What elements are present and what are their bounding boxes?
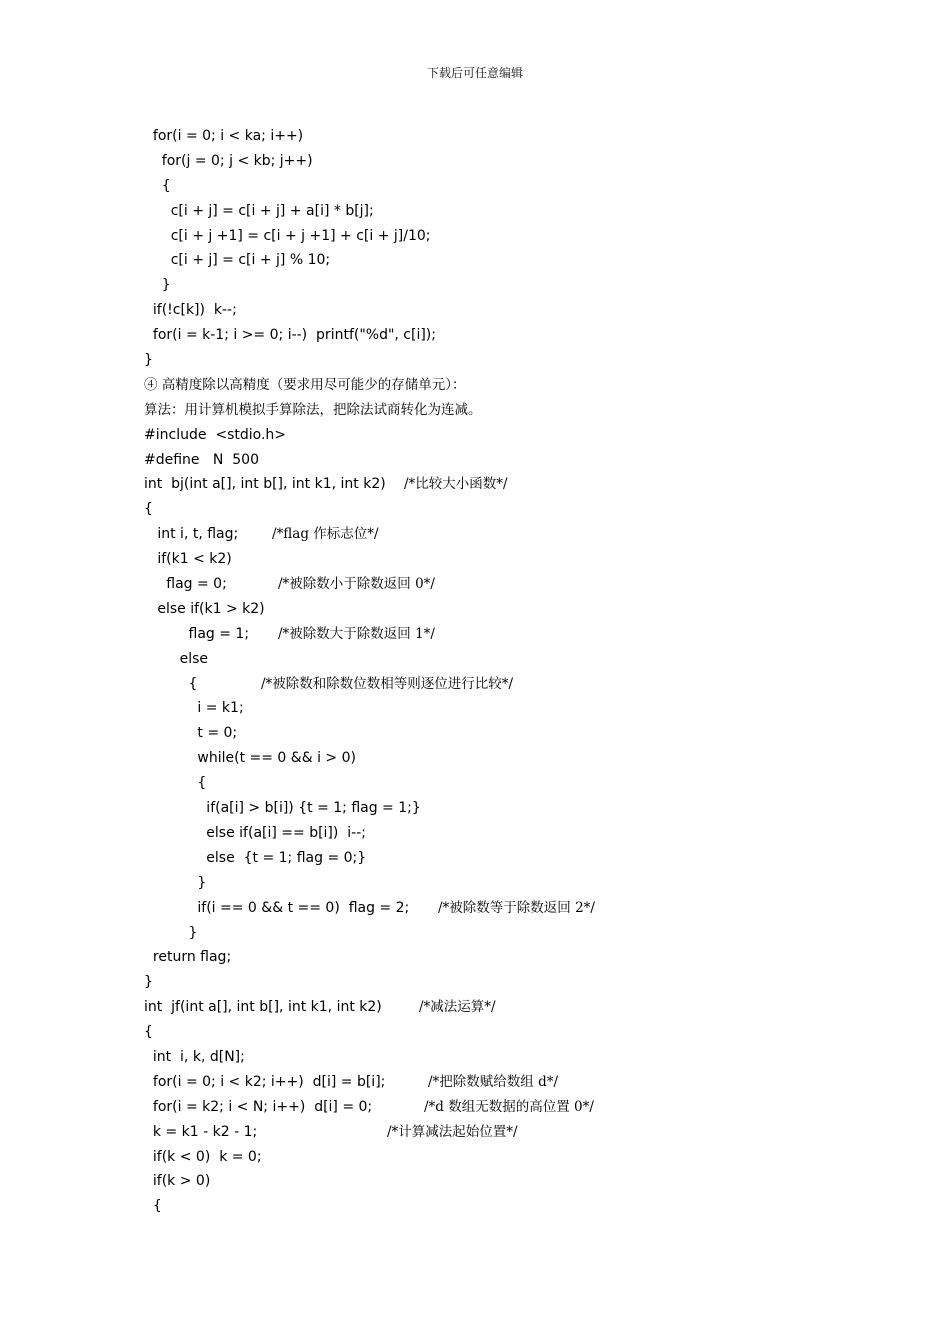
- code-line: [144, 970, 844, 995]
- code-comment: /*被除数等于除数返回 2*/: [438, 899, 595, 916]
- code-line: [144, 174, 844, 199]
- code-line: [144, 647, 844, 672]
- code-line: [144, 1194, 844, 1219]
- code-line: [144, 199, 844, 224]
- code-text: if(i == 0 && t == 0) flag = 2;: [144, 899, 410, 916]
- text-line: [144, 398, 844, 423]
- code-text: {: [144, 501, 153, 518]
- page-header: 下载后可任意编辑: [426, 66, 523, 80]
- code-comment: /*计算减法起始位置*/: [387, 1123, 518, 1140]
- code-text: }: [144, 924, 198, 941]
- code-text: int i, t, flag;: [144, 526, 239, 543]
- code-text: else if(a[i] == b[i]) i--;: [144, 824, 366, 841]
- code-line: [144, 423, 844, 448]
- code-line: [144, 224, 844, 249]
- code-line: [144, 696, 844, 721]
- code-text: if(k < 0) k = 0;: [144, 1148, 262, 1165]
- code-text: int bj(int a[], int b[], int k1, int k2): [144, 476, 386, 493]
- code-line: [144, 1020, 844, 1045]
- code-text: }: [144, 277, 171, 294]
- code-text: c[i + j] = c[i + j] % 10;: [144, 252, 331, 269]
- code-line: [144, 721, 844, 746]
- code-comment: /*d 数组无数据的高位置 0*/: [424, 1098, 594, 1115]
- code-text: for(i = k-1; i >= 0; i--) printf("%d", c[i]);: [144, 327, 436, 344]
- code-text: #define N 500: [144, 451, 259, 468]
- code-line: [144, 1045, 844, 1070]
- code-comment: /*把除数赋给数组 d*/: [428, 1073, 559, 1090]
- code-text: if(a[i] > b[i]) {t = 1; flag = 1;}: [144, 800, 421, 817]
- code-text: while(t == 0 && i > 0): [144, 750, 356, 767]
- code-text: flag = 0;: [144, 576, 227, 593]
- code-comment: /*减法运算*/: [419, 999, 496, 1016]
- code-line: [144, 597, 844, 622]
- code-line: [144, 323, 844, 348]
- code-line: [144, 1169, 844, 1194]
- code-comment: /*被除数和除数位数相等则逐位进行比较*/: [261, 675, 514, 692]
- code-comment: /*被除数大于除数返回 1*/: [278, 625, 435, 642]
- paragraph-text: ④ 高精度除以高精度（要求用尽可能少的存储单元）：: [144, 376, 466, 393]
- code-line: [144, 497, 844, 522]
- code-text: }: [144, 352, 153, 369]
- code-text: #include <stdio.h>: [144, 426, 287, 443]
- code-text: for(i = 0; i < k2; i++) d[i] = b[i];: [144, 1073, 386, 1090]
- code-line: [144, 945, 844, 970]
- code-text: if(k > 0): [144, 1173, 211, 1190]
- code-line: [144, 1070, 844, 1095]
- code-text: {: [144, 177, 171, 194]
- code-line: [144, 921, 844, 946]
- code-line: [144, 821, 844, 846]
- code-line: [144, 124, 844, 149]
- code-text: int jf(int a[], int b[], int k1, int k2): [144, 999, 382, 1016]
- code-line: [144, 248, 844, 273]
- code-line: [144, 746, 844, 771]
- code-line: [144, 547, 844, 572]
- code-text: {: [144, 1024, 153, 1041]
- code-line: [144, 1145, 844, 1170]
- paragraph-text: 算法：用计算机模拟手算除法，把除法试商转化为连减。: [144, 401, 482, 418]
- code-text: c[i + j] = c[i + j] + a[i] * b[j];: [144, 202, 374, 219]
- code-line: [144, 472, 844, 497]
- code-line: [144, 348, 844, 373]
- code-line: [144, 896, 844, 921]
- code-text: }: [144, 974, 153, 991]
- code-line: [144, 522, 844, 547]
- code-text: c[i + j +1] = c[i + j +1] + c[i + j]/10;: [144, 227, 431, 244]
- code-text: else: [144, 650, 209, 667]
- code-line: [144, 1095, 844, 1120]
- code-listing: [144, 124, 844, 1219]
- code-comment: /*被除数小于除数返回 0*/: [278, 576, 435, 593]
- code-text: for(i = 0; i < ka; i++): [144, 128, 304, 144]
- code-comment: /*比较大小函数*/: [404, 476, 508, 493]
- code-text: {: [144, 1198, 162, 1215]
- code-line: [144, 572, 844, 597]
- code-text: for(j = 0; j < kb; j++): [144, 152, 313, 169]
- code-text: }: [144, 874, 207, 891]
- code-text: {: [144, 675, 198, 692]
- code-line: [144, 846, 844, 871]
- code-line: [144, 871, 844, 896]
- code-text: for(i = k2; i < N; i++) d[i] = 0;: [144, 1098, 373, 1115]
- code-text: else {t = 1; flag = 0;}: [144, 849, 367, 866]
- code-line: [144, 771, 844, 796]
- code-line: [144, 796, 844, 821]
- code-line: [144, 273, 844, 298]
- code-text: {: [144, 775, 207, 792]
- code-text: if(k1 < k2): [144, 551, 232, 568]
- code-line: [144, 448, 844, 473]
- code-line: [144, 1120, 844, 1145]
- code-line: [144, 995, 844, 1020]
- code-line: [144, 672, 844, 697]
- code-line: [144, 622, 844, 647]
- code-text: if(!c[k]) k--;: [144, 302, 237, 319]
- text-line: [144, 373, 844, 398]
- code-text: flag = 1;: [144, 625, 250, 642]
- code-text: return flag;: [144, 949, 232, 966]
- code-text: else if(k1 > k2): [144, 600, 265, 617]
- code-line: [144, 149, 844, 174]
- code-text: k = k1 - k2 - 1;: [144, 1123, 258, 1140]
- code-text: t = 0;: [144, 725, 238, 742]
- code-comment: /*flag 作标志位*/: [272, 526, 379, 543]
- code-line: [144, 298, 844, 323]
- code-text: int i, k, d[N];: [144, 1048, 245, 1065]
- code-text: i = k1;: [144, 700, 244, 717]
